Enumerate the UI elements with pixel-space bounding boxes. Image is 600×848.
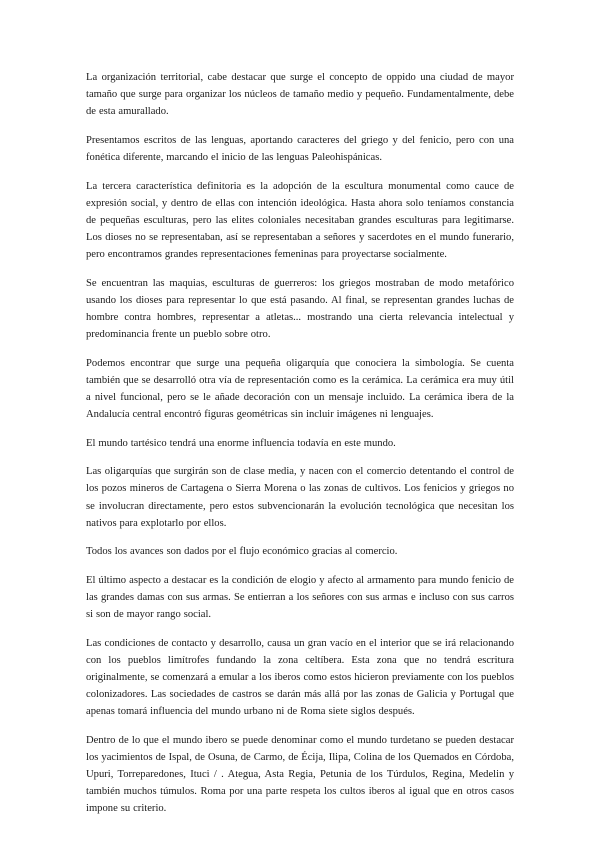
- paragraph-armamento: El último aspecto a destacar es la condición de elogio y afecto al armamento para mundo fenicio de las grandes damas con sus armas. Se entierran a los señores con sus armas e incluso con sus carros si son de mayor rango social.: [86, 575, 514, 621]
- paragraph-avances: Todos los avances son dados por el flujo económico gracias al comercio.: [86, 546, 398, 558]
- paragraph-escultura: La tercera característica definitoria es la adopción de la escultura monumental como cauce de expresión social, y dentro de ellas con intención ideológica. Hasta ahora solo teníamos constancia de pequeñas esculturas, pero las elites coloniales necesitaban grandes esculturas para legitimarse. Los dioses no se representaban, así se representaban a señores y sacerdotes en el mundo funerario, pero encontramos grandes representaciones femeninas para proyectarse socialmente.: [86, 180, 514, 261]
- paragraph-oppido: La organización territorial, cabe destacar que surge el concepto de oppido una ciudad de mayor tamaño que surge para organizar los núcleos de tamaño medio y pequeño. Fundamentalmente, debe de esta amurallado.: [86, 72, 514, 118]
- document-body: [86, 69, 514, 829]
- paragraph-oligarquias: Las oligarquías que surgirán son de clase media, y nacen con el comercio detentando el control de los pozos mineros de Cartagena o Sierra Morena o las zonas de cultivos. Los fenicios y griegos no se involucran directamente, pero estos subvencionarán la evolución tecnológica que necesitan los nativos para explotarlo por ellos.: [86, 466, 514, 529]
- paragraph-maquias: Se encuentran las maquias, esculturas de guerreros: los griegos mostraban de modo metafórico usando los dioses para representar lo que está pasando. Al final, se representan grandes luchas de hombre contra hombres, representar a atletas... mostrando una cierta relevancia intelectual y predominancia frente un pueblo sobre otro.: [86, 277, 514, 340]
- paragraph-turdetano: Dentro de lo que el mundo ibero se puede denominar como el mundo turdetano se pueden destacar los yacimientos de Ispal, de Osuna, de Carmo, de Écija, Ilipa, Colina de los Quemados en Córdoba, Upuri, Torreparedones, Ituci / . Ategua, Asta Regia, Petunia de los Túrdulos, Regina, Medelin y también muchos túmulos. Roma por una parte respeta los cultos iberos al igual que en otros casos impone su criterio.: [86, 734, 514, 815]
- paragraph-lenguas: Presentamos escritos de las lenguas, aportando caracteres del griego y del fenicio, pero con una fonética diferente, marcando el inicio de las lenguas Paleohispánicas.: [86, 134, 514, 163]
- paragraph-celtibera: Las condiciones de contacto y desarrollo, causa un gran vacío en el interior que se irá relacionando con los pueblos limítrofes fundando la zona celtíbera. Esta zona que no tendrá escritura originalmente, se comenzará a emular a los iberos como estos hicieron previamente con los pueblos colonizadores. Las sociedades de castros se darán más allá por las zonas de Galicia y Portugal que apenas tomará influencia del mundo urbano ni de Roma siete siglos después.: [86, 637, 514, 718]
- paragraph-ceramica: Podemos encontrar que surge una pequeña oligarquía que conociera la simbología. Se cuenta también que se desarrolló otra vía de representación como es la cerámica. La cerámica era muy útil a nivel funcional, pero se le añade decoración con un mensaje incluido. La cerámica ibera de la Andalucía central encontró figuras geométricas sin incluir imágenes ni lenguajes.: [86, 357, 514, 420]
- paragraph-tartesico: El mundo tartésico tendrá una enorme influencia todavía en este mundo.: [86, 437, 396, 449]
